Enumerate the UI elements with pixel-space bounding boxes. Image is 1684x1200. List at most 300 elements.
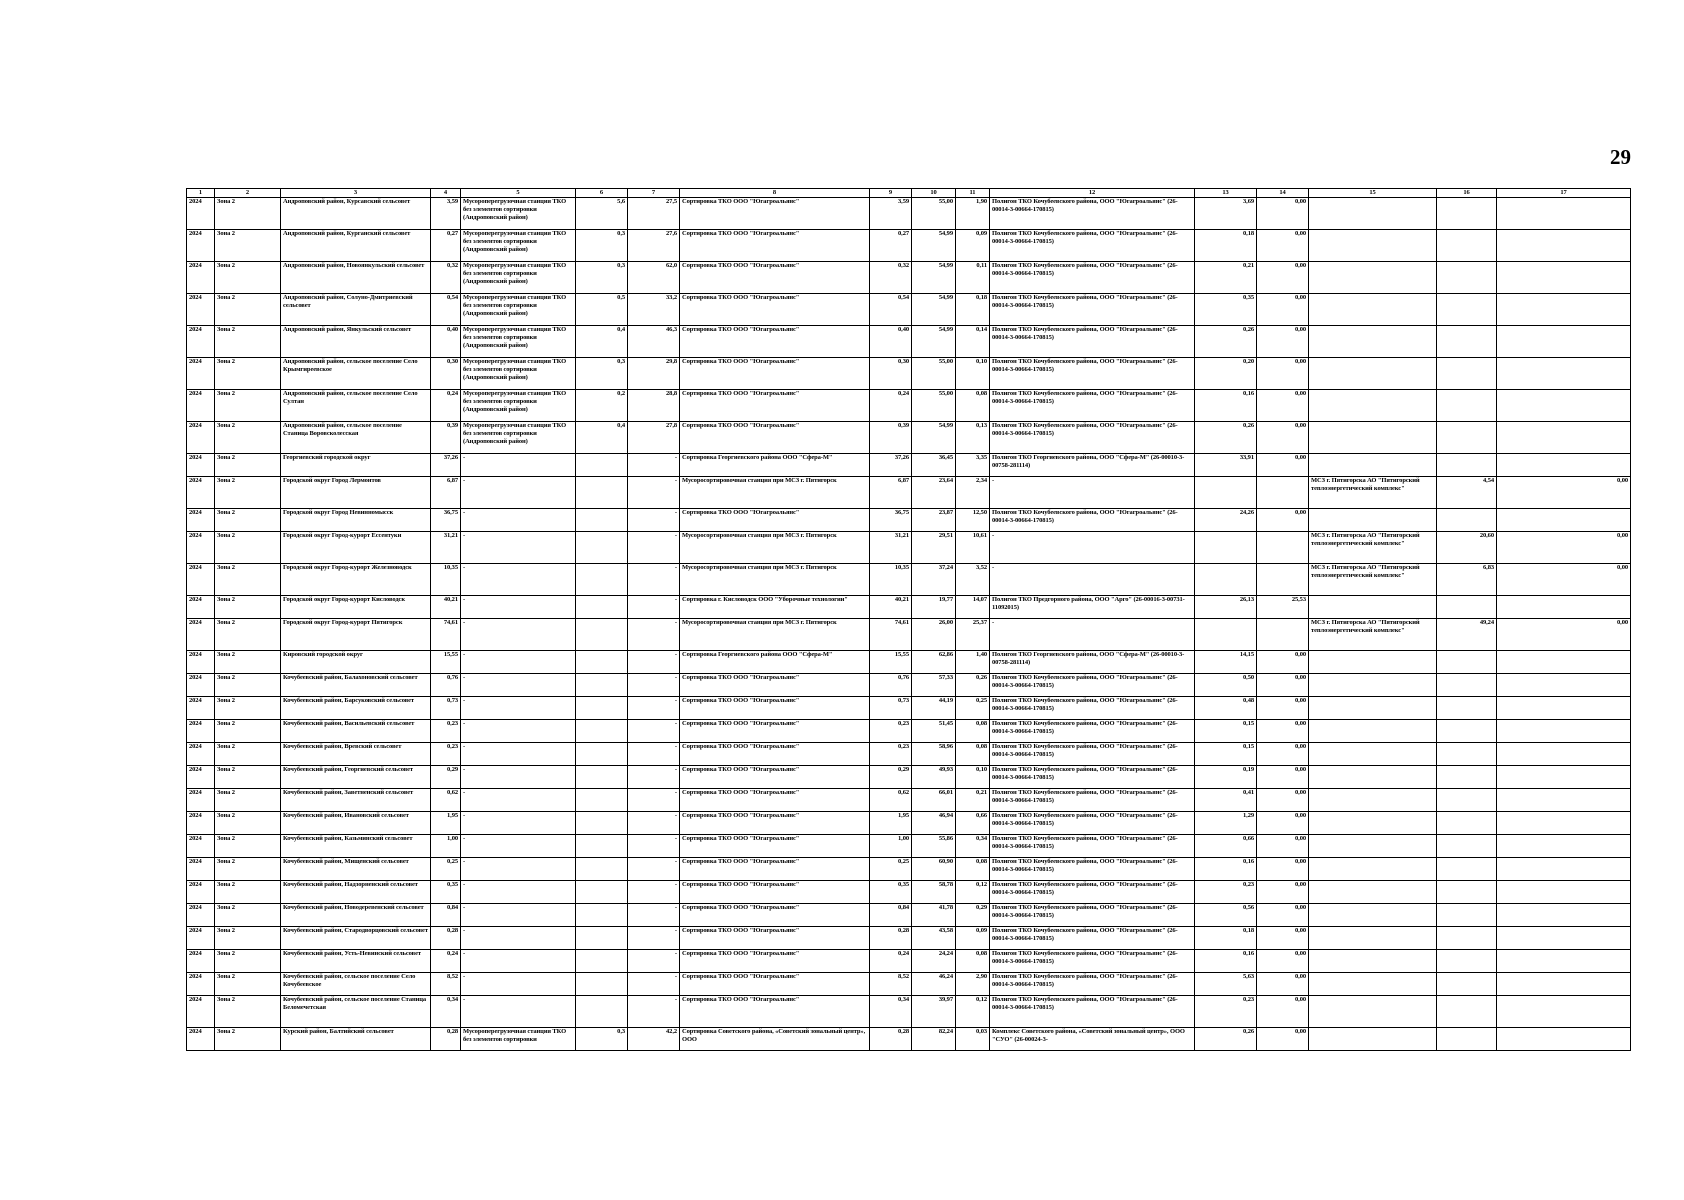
table-cell: 0,24 bbox=[870, 950, 912, 973]
table-cell bbox=[576, 881, 628, 904]
table-row bbox=[187, 532, 1631, 564]
table-cell: 0,00 bbox=[1257, 1028, 1309, 1051]
table-cell bbox=[1437, 651, 1497, 674]
table-cell bbox=[1497, 789, 1631, 812]
table-cell bbox=[1497, 509, 1631, 532]
table-cell: 0,35 bbox=[870, 881, 912, 904]
table-cell: 36,45 bbox=[912, 454, 956, 477]
table-cell: Кочубеевский район, сельское поселение Село Кочубеевское bbox=[281, 973, 431, 996]
table-cell bbox=[576, 564, 628, 596]
table-cell: 0,24 bbox=[431, 390, 461, 422]
table-cell bbox=[1309, 262, 1437, 294]
table-cell: Кочубеевский район, Георгиевский сельсовет bbox=[281, 766, 431, 789]
table-cell: 0,00 bbox=[1257, 697, 1309, 720]
table-cell: Мусороперегрузочная станция ТКО без элементов сортировки (Андроповский район) bbox=[461, 230, 576, 262]
table-cell: 0,26 bbox=[1195, 422, 1257, 454]
table-cell: Зона 2 bbox=[215, 422, 281, 454]
table-cell: 1,00 bbox=[431, 835, 461, 858]
table-cell: 0,27 bbox=[431, 230, 461, 262]
table-cell: - bbox=[461, 858, 576, 881]
table-cell bbox=[576, 996, 628, 1028]
table-cell bbox=[1437, 358, 1497, 390]
table-cell bbox=[576, 720, 628, 743]
table-cell bbox=[1437, 509, 1497, 532]
table-cell: 0,28 bbox=[870, 927, 912, 950]
table-cell bbox=[1497, 198, 1631, 230]
table-cell: Кочубеевский район, Ивановский сельсовет bbox=[281, 812, 431, 835]
table-cell: 2024 bbox=[187, 904, 215, 927]
table-row bbox=[187, 326, 1631, 358]
table-cell: 2024 bbox=[187, 835, 215, 858]
table-cell: 12,50 bbox=[956, 509, 990, 532]
table-cell: 3,35 bbox=[956, 454, 990, 477]
table-cell: - bbox=[461, 950, 576, 973]
table-cell: 0,28 bbox=[870, 1028, 912, 1051]
table-cell bbox=[576, 812, 628, 835]
table-cell bbox=[1497, 454, 1631, 477]
table-cell: 46,24 bbox=[912, 973, 956, 996]
table-cell: - bbox=[628, 812, 680, 835]
table-cell: 0,66 bbox=[1195, 835, 1257, 858]
table-cell bbox=[576, 651, 628, 674]
table-cell: 0,23 bbox=[1195, 996, 1257, 1028]
table-cell: 2024 bbox=[187, 198, 215, 230]
header-cell: 4 bbox=[431, 189, 461, 198]
table-cell: 55,86 bbox=[912, 835, 956, 858]
table-cell: 10,35 bbox=[870, 564, 912, 596]
table-cell: 42,2 bbox=[628, 1028, 680, 1051]
table-cell: 0,00 bbox=[1257, 651, 1309, 674]
table-cell: Полигон ТКО Кочубеевского района, ООО "Югагроальянс" (26-00014-3-00664-170815) bbox=[990, 509, 1195, 532]
table-cell: Полигон ТКО Кочубеевского района, ООО "Югагроальянс" (26-00014-3-00664-170815) bbox=[990, 262, 1195, 294]
table-cell bbox=[1497, 996, 1631, 1028]
table-cell bbox=[576, 766, 628, 789]
table-cell bbox=[1497, 674, 1631, 697]
table-cell bbox=[1437, 835, 1497, 858]
table-cell bbox=[1309, 294, 1437, 326]
header-cell: 14 bbox=[1257, 189, 1309, 198]
table-cell: Мусороперегрузочная станция ТКО без элементов сортировки (Андроповский район) bbox=[461, 326, 576, 358]
table-cell: 0,29 bbox=[956, 904, 990, 927]
table-cell bbox=[1497, 904, 1631, 927]
table-cell: Кочубеевский район, сельское поселение Станица Беломечетская bbox=[281, 996, 431, 1028]
table-cell: - bbox=[990, 477, 1195, 509]
table-cell: Зона 2 bbox=[215, 858, 281, 881]
table-cell: 0,3 bbox=[576, 262, 628, 294]
table-cell: Мусоросортировочная станция при МСЗ г. Пятигорск bbox=[680, 619, 870, 651]
table-cell bbox=[576, 904, 628, 927]
table-cell bbox=[1497, 230, 1631, 262]
table-cell: Зона 2 bbox=[215, 651, 281, 674]
table-cell: Андроповский район, Янкульский сельсовет bbox=[281, 326, 431, 358]
table-cell: 0,24 bbox=[431, 950, 461, 973]
table-cell: 0,39 bbox=[431, 422, 461, 454]
table-cell: 14,15 bbox=[1195, 651, 1257, 674]
table-cell: - bbox=[628, 858, 680, 881]
table-cell: Сортировка ТКО ООО "Югагроальянс" bbox=[680, 812, 870, 835]
table-cell: - bbox=[628, 789, 680, 812]
table-cell: Полигон ТКО Кочубеевского района, ООО "Югагроальянс" (26-00014-3-00664-170815) bbox=[990, 720, 1195, 743]
table-row bbox=[187, 766, 1631, 789]
table-cell bbox=[1309, 950, 1437, 973]
table-cell: 2024 bbox=[187, 651, 215, 674]
table-cell: 0,00 bbox=[1257, 927, 1309, 950]
table-cell: 10,61 bbox=[956, 532, 990, 564]
table-cell bbox=[1437, 294, 1497, 326]
table-row bbox=[187, 789, 1631, 812]
table-cell: 0,84 bbox=[870, 904, 912, 927]
table-cell: - bbox=[461, 509, 576, 532]
table-cell: - bbox=[628, 651, 680, 674]
table-cell: 0,00 bbox=[1257, 720, 1309, 743]
table-cell: 0,34 bbox=[431, 996, 461, 1028]
table-cell: 0,10 bbox=[956, 766, 990, 789]
table-cell: 1,95 bbox=[431, 812, 461, 835]
table-cell bbox=[576, 477, 628, 509]
table-cell: 0,15 bbox=[1195, 720, 1257, 743]
table-cell: - bbox=[628, 720, 680, 743]
table-cell: 0,00 bbox=[1257, 881, 1309, 904]
table-cell: 0,00 bbox=[1257, 789, 1309, 812]
table-cell bbox=[1309, 996, 1437, 1028]
header-cell: 7 bbox=[628, 189, 680, 198]
table-cell: 0,12 bbox=[956, 881, 990, 904]
table-cell: 2024 bbox=[187, 294, 215, 326]
table-cell: Зона 2 bbox=[215, 904, 281, 927]
table-cell bbox=[1309, 973, 1437, 996]
table-cell bbox=[1195, 619, 1257, 651]
table-cell: 0,56 bbox=[1195, 904, 1257, 927]
table-cell: 0,00 bbox=[1257, 973, 1309, 996]
table-cell: - bbox=[461, 881, 576, 904]
table-cell bbox=[576, 858, 628, 881]
table-cell: 15,55 bbox=[870, 651, 912, 674]
table-cell: Зона 2 bbox=[215, 950, 281, 973]
table-cell bbox=[1437, 881, 1497, 904]
table-cell: 43,58 bbox=[912, 927, 956, 950]
table-cell: - bbox=[461, 532, 576, 564]
table-cell: Кочубеевский район, Казьминский сельсовет bbox=[281, 835, 431, 858]
table-cell: 27,6 bbox=[628, 230, 680, 262]
table-cell: Зона 2 bbox=[215, 390, 281, 422]
table-cell: Сортировка Георгиевского района ООО "Сфера-М" bbox=[680, 454, 870, 477]
table-cell bbox=[1437, 858, 1497, 881]
table-cell: Зона 2 bbox=[215, 198, 281, 230]
page-number: 29 bbox=[1610, 145, 1631, 169]
table-cell: 0,18 bbox=[1195, 230, 1257, 262]
table-cell: 0,00 bbox=[1497, 477, 1631, 509]
table-row bbox=[187, 230, 1631, 262]
table-cell: - bbox=[461, 619, 576, 651]
header-cell: 3 bbox=[281, 189, 431, 198]
table-cell: - bbox=[628, 564, 680, 596]
table-cell bbox=[1497, 743, 1631, 766]
table-cell: 0,00 bbox=[1257, 294, 1309, 326]
table-cell bbox=[1309, 230, 1437, 262]
header-cell: 16 bbox=[1437, 189, 1497, 198]
table-cell bbox=[1497, 697, 1631, 720]
table-cell: Сортировка ТКО ООО "Югагроальянс" bbox=[680, 198, 870, 230]
table-cell bbox=[1437, 973, 1497, 996]
table-cell: 2024 bbox=[187, 766, 215, 789]
table-cell: 28,8 bbox=[628, 390, 680, 422]
table-cell: Полигон ТКО Кочубеевского района, ООО "Югагроальянс" (26-00014-3-00664-170815) bbox=[990, 973, 1195, 996]
table-cell: 23,64 bbox=[912, 477, 956, 509]
table-cell: - bbox=[461, 743, 576, 766]
table-cell: 29,8 bbox=[628, 358, 680, 390]
table-cell bbox=[576, 697, 628, 720]
table-cell: Кочубеевский район, Стародворцовский сельсовет bbox=[281, 927, 431, 950]
table-cell: Сортировка ТКО ООО "Югагроальянс" bbox=[680, 858, 870, 881]
table-row bbox=[187, 812, 1631, 835]
table-cell: 0,23 bbox=[870, 720, 912, 743]
table-cell bbox=[1437, 422, 1497, 454]
table-cell: - bbox=[628, 835, 680, 858]
table-cell: 37,24 bbox=[912, 564, 956, 596]
table-cell: 0,25 bbox=[870, 858, 912, 881]
header-cell: 13 bbox=[1195, 189, 1257, 198]
table-cell: 0,16 bbox=[1195, 390, 1257, 422]
table-cell: - bbox=[461, 651, 576, 674]
table-cell: 0,08 bbox=[956, 743, 990, 766]
table-cell: 2024 bbox=[187, 858, 215, 881]
table-cell bbox=[1437, 697, 1497, 720]
table-row bbox=[187, 858, 1631, 881]
table-cell: 26,13 bbox=[1195, 596, 1257, 619]
table-cell: 2024 bbox=[187, 812, 215, 835]
table-cell: Зона 2 bbox=[215, 294, 281, 326]
table-cell: 58,96 bbox=[912, 743, 956, 766]
table-cell bbox=[1497, 294, 1631, 326]
table-row bbox=[187, 390, 1631, 422]
table-cell: Зона 2 bbox=[215, 532, 281, 564]
table-cell: 0,16 bbox=[1195, 858, 1257, 881]
table-cell: 0,35 bbox=[431, 881, 461, 904]
table-cell: 0,32 bbox=[870, 262, 912, 294]
table-cell bbox=[1309, 720, 1437, 743]
table-cell bbox=[576, 950, 628, 973]
table-cell: 51,45 bbox=[912, 720, 956, 743]
table-cell: Сортировка ТКО ООО "Югагроальянс" bbox=[680, 904, 870, 927]
table-cell bbox=[576, 973, 628, 996]
table-cell: 2024 bbox=[187, 262, 215, 294]
table-cell: 40,21 bbox=[431, 596, 461, 619]
table-cell: 0,00 bbox=[1257, 230, 1309, 262]
table-cell: Комплекс Советского района, «Советский зональный центр», ООО "СУО" (26-00024-3- bbox=[990, 1028, 1195, 1051]
table-cell: 2024 bbox=[187, 509, 215, 532]
table-cell: 0,73 bbox=[431, 697, 461, 720]
table-cell: Сортировка ТКО ООО "Югагроальянс" bbox=[680, 509, 870, 532]
table-cell: 1,29 bbox=[1195, 812, 1257, 835]
table-cell: Сортировка ТКО ООО "Югагроальянс" bbox=[680, 422, 870, 454]
header-cell: 12 bbox=[990, 189, 1195, 198]
table-cell: Курский район, Балтийский сельсовет bbox=[281, 1028, 431, 1051]
header-cell: 6 bbox=[576, 189, 628, 198]
table-cell: 0,40 bbox=[431, 326, 461, 358]
table-cell: Полигон ТКО Кочубеевского района, ООО "Югагроальянс" (26-00014-3-00664-170815) bbox=[990, 789, 1195, 812]
table-cell: - bbox=[461, 596, 576, 619]
table-cell bbox=[1437, 230, 1497, 262]
table-cell: МСЗ г. Пятигорска АО "Пятигорский теплоэнергетический комплекс" bbox=[1309, 619, 1437, 651]
table-cell: - bbox=[628, 477, 680, 509]
table-cell: 0,76 bbox=[870, 674, 912, 697]
table-cell: 0,2 bbox=[576, 390, 628, 422]
table-cell: 41,78 bbox=[912, 904, 956, 927]
table-cell: Полигон ТКО Кочубеевского района, ООО "Югагроальянс" (26-00014-3-00664-170815) bbox=[990, 390, 1195, 422]
table-cell bbox=[1497, 422, 1631, 454]
table-cell bbox=[1437, 766, 1497, 789]
table-cell: Сортировка ТКО ООО "Югагроальянс" bbox=[680, 674, 870, 697]
table-cell: 0,00 bbox=[1257, 835, 1309, 858]
table-cell: Полигон ТКО Кочубеевского района, ООО "Югагроальянс" (26-00014-3-00664-170815) bbox=[990, 230, 1195, 262]
table-cell: - bbox=[461, 812, 576, 835]
table-cell bbox=[1497, 358, 1631, 390]
table-cell: 0,00 bbox=[1257, 509, 1309, 532]
table-cell: 14,07 bbox=[956, 596, 990, 619]
table-cell: 0,00 bbox=[1257, 454, 1309, 477]
table-cell bbox=[1309, 651, 1437, 674]
table-row bbox=[187, 743, 1631, 766]
table-cell: 0,23 bbox=[431, 720, 461, 743]
table-cell bbox=[1195, 532, 1257, 564]
table-cell bbox=[576, 454, 628, 477]
table-cell: Сортировка Советского района, «Советский зональный центр», ООО bbox=[680, 1028, 870, 1051]
table-cell bbox=[1309, 454, 1437, 477]
table-cell: - bbox=[461, 564, 576, 596]
table-cell: 54,99 bbox=[912, 326, 956, 358]
table-cell: Мусороперегрузочная станция ТКО без элементов сортировки (Андроповский район) bbox=[461, 198, 576, 230]
table-cell: - bbox=[461, 996, 576, 1028]
table-row bbox=[187, 198, 1631, 230]
table-cell: 62,0 bbox=[628, 262, 680, 294]
table-cell: 0,08 bbox=[956, 858, 990, 881]
table-cell: 33,2 bbox=[628, 294, 680, 326]
table-cell: 0,34 bbox=[956, 835, 990, 858]
table-cell: 0,28 bbox=[431, 927, 461, 950]
table-cell: Сортировка ТКО ООО "Югагроальянс" bbox=[680, 358, 870, 390]
table-cell: - bbox=[461, 477, 576, 509]
table-cell: 0,00 bbox=[1257, 390, 1309, 422]
table-cell: Зона 2 bbox=[215, 812, 281, 835]
table-cell: 49,24 bbox=[1437, 619, 1497, 651]
table-cell: Полигон ТКО Кочубеевского района, ООО "Югагроальянс" (26-00014-3-00664-170815) bbox=[990, 904, 1195, 927]
table-cell: Зона 2 bbox=[215, 596, 281, 619]
table-cell: - bbox=[461, 835, 576, 858]
table-cell bbox=[1257, 619, 1309, 651]
table-cell: - bbox=[628, 454, 680, 477]
table-cell bbox=[1309, 812, 1437, 835]
table-cell bbox=[1437, 390, 1497, 422]
table-cell: Полигон ТКО Кочубеевского района, ООО "Югагроальянс" (26-00014-3-00664-170815) bbox=[990, 422, 1195, 454]
table-cell: 74,61 bbox=[431, 619, 461, 651]
table-cell: 0,26 bbox=[1195, 326, 1257, 358]
table-cell: 23,87 bbox=[912, 509, 956, 532]
table-cell: 57,33 bbox=[912, 674, 956, 697]
table-row bbox=[187, 596, 1631, 619]
table-cell: - bbox=[628, 927, 680, 950]
table-cell: Мусороперегрузочная станция ТКО без элементов сортировки (Андроповский район) bbox=[461, 422, 576, 454]
table-cell: 0,00 bbox=[1257, 950, 1309, 973]
table-cell: 49,93 bbox=[912, 766, 956, 789]
table-cell: Зона 2 bbox=[215, 996, 281, 1028]
table-cell bbox=[1437, 1028, 1497, 1051]
table-cell: Кочубеевский район, Барсуковский сельсовет bbox=[281, 697, 431, 720]
table-cell: 2024 bbox=[187, 743, 215, 766]
table-cell: 66,01 bbox=[912, 789, 956, 812]
table-cell: 0,27 bbox=[870, 230, 912, 262]
table-cell: 10,35 bbox=[431, 564, 461, 596]
table-cell: - bbox=[990, 619, 1195, 651]
table-cell: 0,18 bbox=[956, 294, 990, 326]
table-cell: Кочубеевский район, Новодеревенский сельсовет bbox=[281, 904, 431, 927]
table-cell: - bbox=[628, 881, 680, 904]
table-cell: Полигон ТКО Кочубеевского района, ООО "Югагроальянс" (26-00014-3-00664-170815) bbox=[990, 881, 1195, 904]
table-cell bbox=[1437, 198, 1497, 230]
table-cell: 0,19 bbox=[1195, 766, 1257, 789]
table-cell: Андроповский район, Солуно-Дмитриевский сельсовет bbox=[281, 294, 431, 326]
table-cell: 0,4 bbox=[576, 422, 628, 454]
table-cell: 0,24 bbox=[870, 390, 912, 422]
table-cell: Андроповский район, сельское поселение Станица Воровсколесская bbox=[281, 422, 431, 454]
table-cell bbox=[1497, 812, 1631, 835]
table-cell: 0,00 bbox=[1497, 619, 1631, 651]
table-cell: 6,87 bbox=[431, 477, 461, 509]
table-cell: 0,11 bbox=[956, 262, 990, 294]
table-cell bbox=[1309, 789, 1437, 812]
table-cell: 0,00 bbox=[1257, 904, 1309, 927]
table-cell: Полигон ТКО Кочубеевского района, ООО "Югагроальянс" (26-00014-3-00664-170815) bbox=[990, 674, 1195, 697]
table-cell bbox=[576, 743, 628, 766]
table-cell: 0,73 bbox=[870, 697, 912, 720]
table-cell bbox=[1497, 651, 1631, 674]
table-cell: Сортировка ТКО ООО "Югагроальянс" bbox=[680, 766, 870, 789]
table-cell: 0,00 bbox=[1257, 262, 1309, 294]
table-cell: - bbox=[461, 927, 576, 950]
table-cell: - bbox=[628, 674, 680, 697]
table-cell: 3,69 bbox=[1195, 198, 1257, 230]
table-cell bbox=[1309, 422, 1437, 454]
table-cell: - bbox=[461, 904, 576, 927]
table-row bbox=[187, 262, 1631, 294]
table-cell: 74,61 bbox=[870, 619, 912, 651]
table-cell: - bbox=[461, 674, 576, 697]
table-cell: Полигон ТКО Георгиевского района, ООО "Сфера-М" (26-00010-3-00758-281114) bbox=[990, 454, 1195, 477]
table-cell: Городской округ Город-курорт Железноводск bbox=[281, 564, 431, 596]
table-cell: - bbox=[461, 454, 576, 477]
table-cell: Кочубеевский район, Мищенский сельсовет bbox=[281, 858, 431, 881]
table-cell bbox=[1437, 789, 1497, 812]
table-cell: Зона 2 bbox=[215, 262, 281, 294]
table-cell: Сортировка ТКО ООО "Югагроальянс" bbox=[680, 326, 870, 358]
table-cell: 46,94 bbox=[912, 812, 956, 835]
table-cell: МСЗ г. Пятигорска АО "Пятигорский теплоэнергетический комплекс" bbox=[1309, 564, 1437, 596]
table-cell: 1,95 bbox=[870, 812, 912, 835]
table-cell bbox=[1437, 950, 1497, 973]
table-cell: 0,84 bbox=[431, 904, 461, 927]
table-cell: 0,00 bbox=[1257, 422, 1309, 454]
table-cell: Зона 2 bbox=[215, 743, 281, 766]
table-cell: Сортировка ТКО ООО "Югагроальянс" bbox=[680, 881, 870, 904]
table-cell bbox=[1309, 1028, 1437, 1051]
table-cell: 8,52 bbox=[431, 973, 461, 996]
table-cell: Зона 2 bbox=[215, 927, 281, 950]
table-cell: Мусоросортировочная станция при МСЗ г. Пятигорск bbox=[680, 564, 870, 596]
table-cell bbox=[1257, 477, 1309, 509]
table-cell: 0,23 bbox=[870, 743, 912, 766]
table-cell: Полигон ТКО Кочубеевского района, ООО "Югагроальянс" (26-00014-3-00664-170815) bbox=[990, 835, 1195, 858]
table-cell: Зона 2 bbox=[215, 881, 281, 904]
table-cell: Сортировка г. Кисловодск ООО "Уборочные технологии" bbox=[680, 596, 870, 619]
